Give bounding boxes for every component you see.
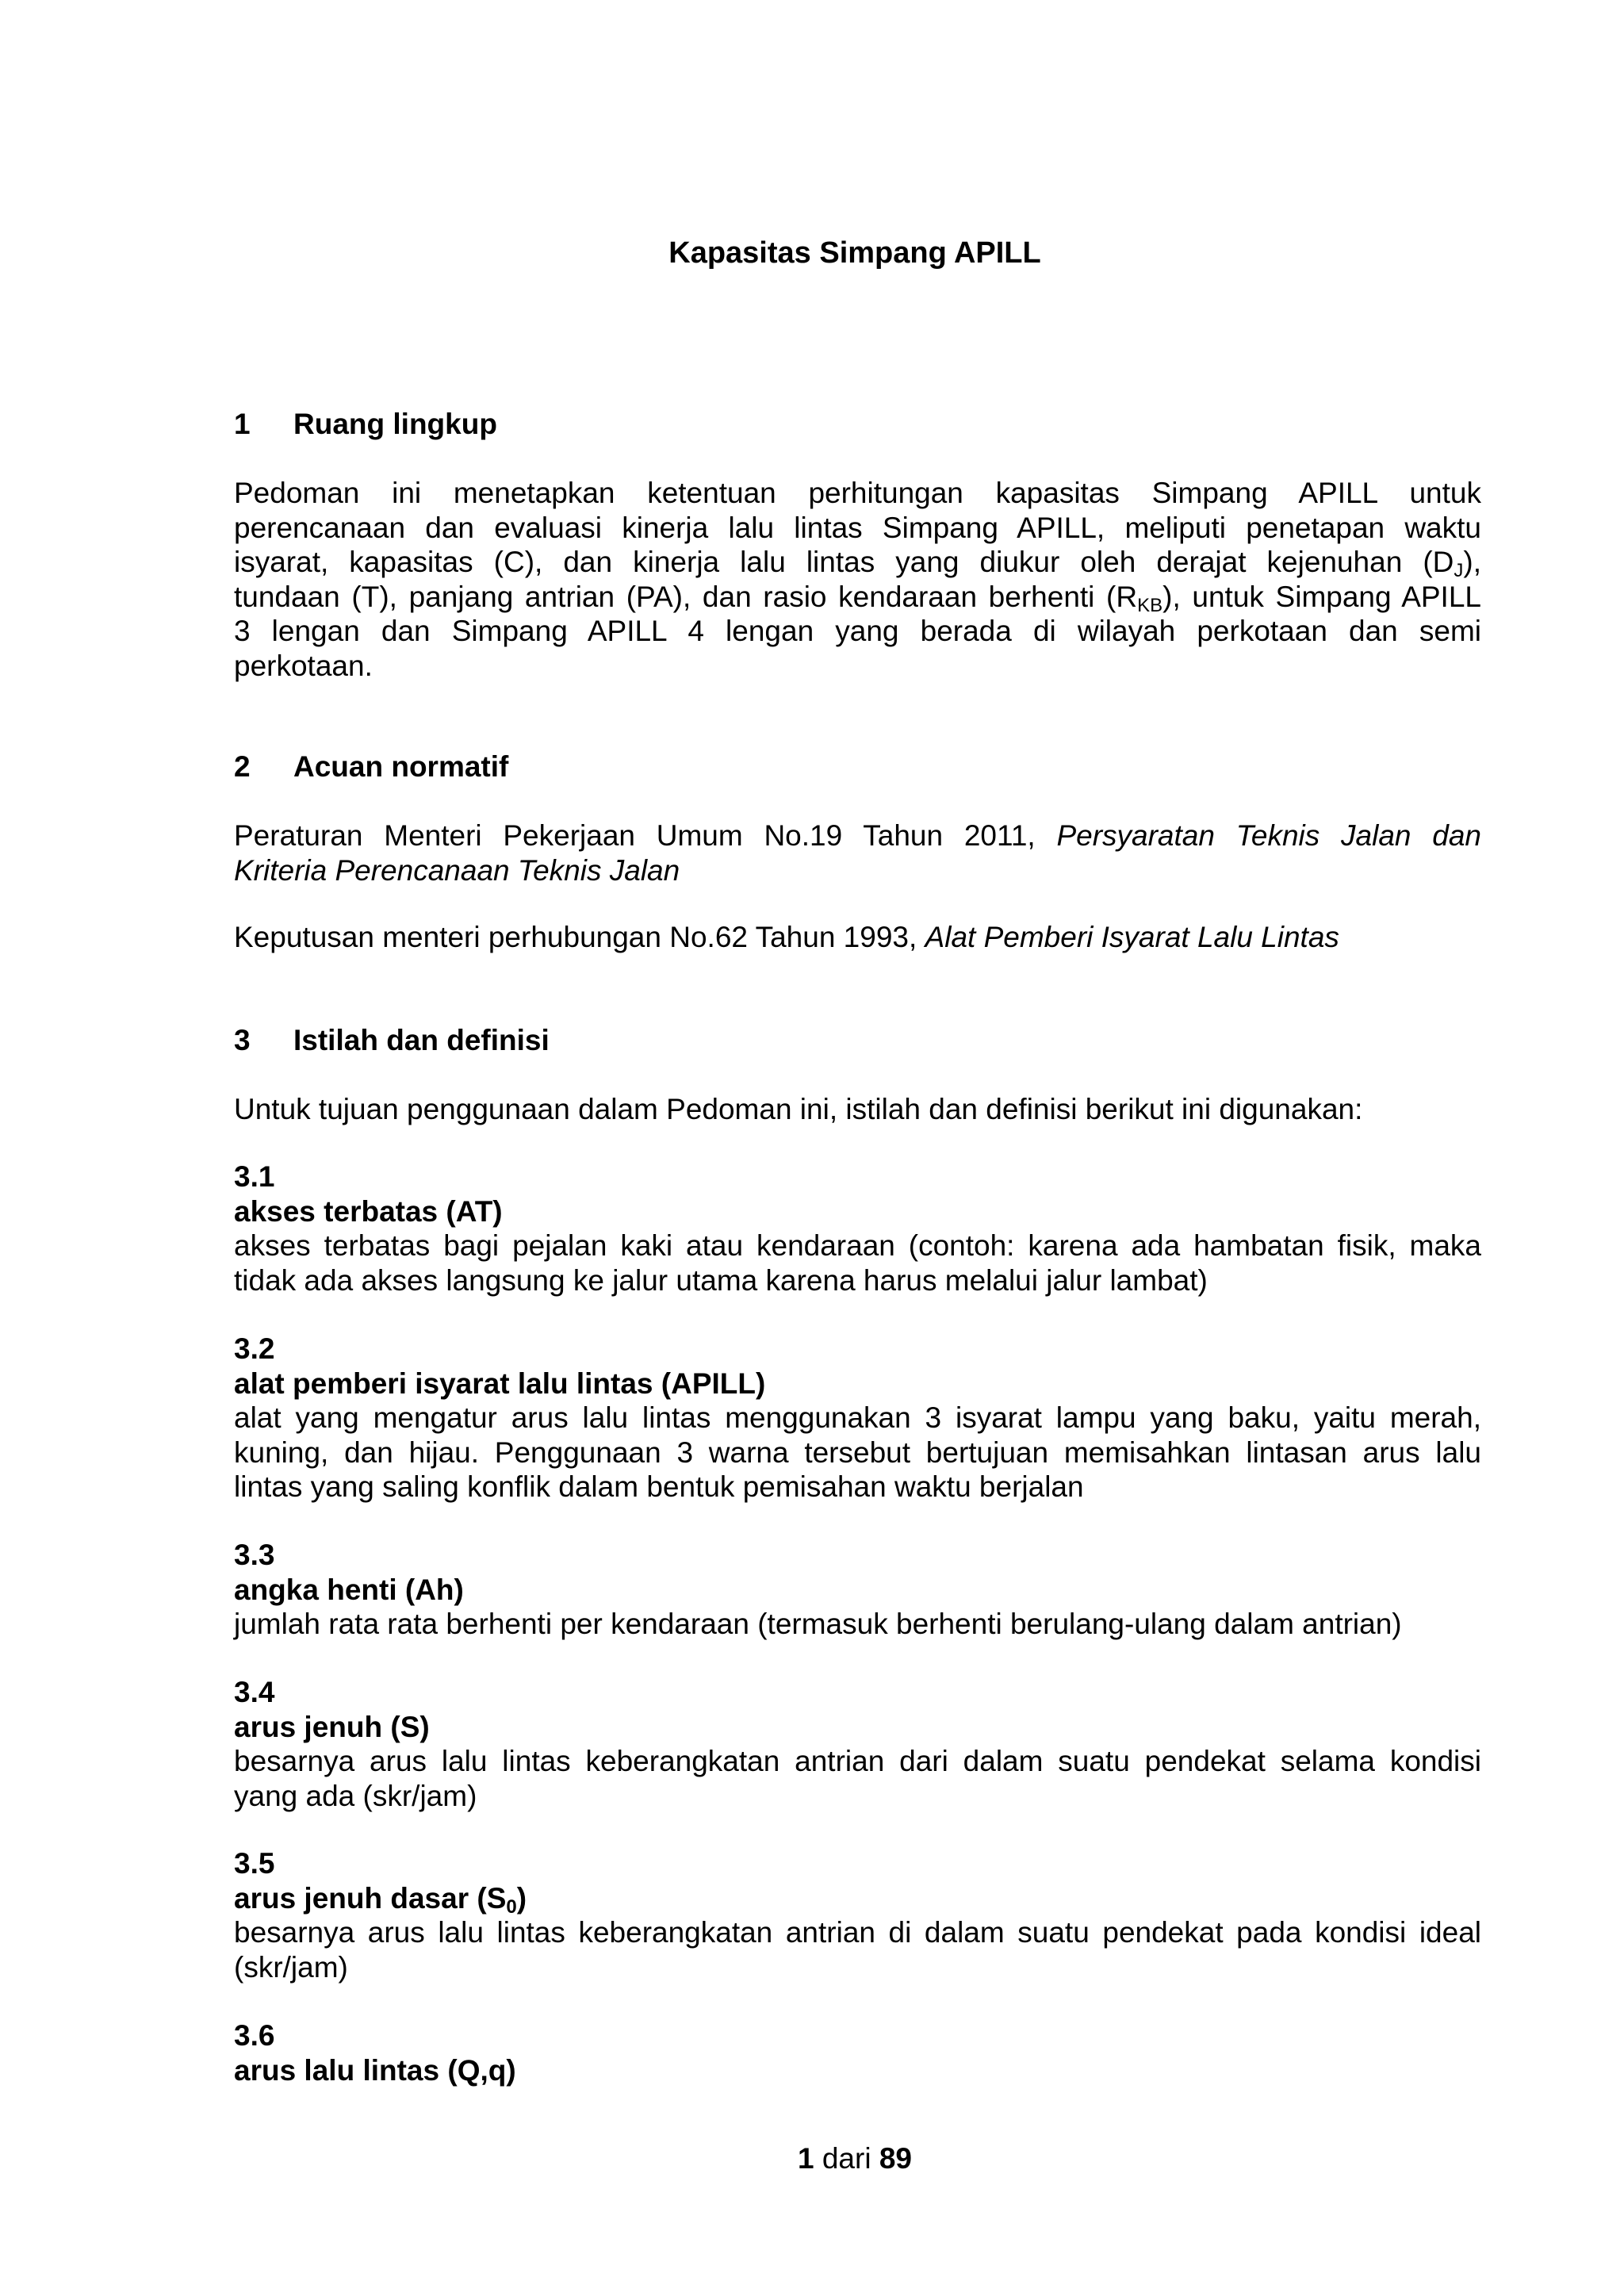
section-number: 3 xyxy=(234,1024,251,1056)
section-3-heading xyxy=(234,1023,550,1058)
subscript: KB xyxy=(1137,594,1163,616)
definition-term: akses terbatas (AT) xyxy=(234,1194,503,1228)
paragraph-line: Peraturan Menteri Pekerjaan Umum No.19 Tahun 2011, Persyaratan Teknis Jalan dan xyxy=(234,819,1481,852)
section-1-paragraph xyxy=(234,476,1481,683)
definition-3-3 xyxy=(234,1538,1481,1642)
section-1-heading xyxy=(234,407,497,442)
definition-text: alat yang mengatur arus lalu lintas menggunakan 3 isyarat lampu yang baku, yaitu merah, kuning, dan hijau. Penggunaan 3 warna tersebut bertujuan memisahkan lintasan arus lalu lintas yang saling konflik dalam bentuk pemisahan waktu berjalan xyxy=(234,1401,1481,1503)
paragraph-line: Keputusan menteri perhubungan No.62 Tahun 1993, Alat Pemberi Isyarat Lalu Lintas xyxy=(234,921,1339,953)
paragraph-line: tundaan (T), panjang antrian (PA), dan rasio kendaraan berhenti $(R_{KB})$, untuk Simpang APILL xyxy=(234,580,1481,616)
section-title: Istilah dan definisi xyxy=(293,1024,550,1056)
definition-3-5 xyxy=(234,1846,1481,1984)
document-title: Kapasitas Simpang APILL xyxy=(668,236,1041,270)
definition-3-2 xyxy=(234,1332,1481,1504)
definition-3-4 xyxy=(234,1675,1481,1813)
section-title: Acuan normatif xyxy=(293,750,509,783)
definition-3-6 xyxy=(234,2018,1481,2087)
definition-3-1 xyxy=(234,1159,1481,1297)
definition-number: 3.3 xyxy=(234,1539,275,1571)
definition-number: 3.6 xyxy=(234,2019,275,2052)
paragraph-line: perencanaan dan evaluasi kinerja lalu lintas Simpang APILL, meliputi penetapan waktu xyxy=(234,511,1481,544)
section-number: 2 xyxy=(234,750,251,783)
paragraph-line: isyarat, kapasitas (C), dan kinerja lalu lintas yang diukur oleh derajat kejenuhan $(D_J)$, xyxy=(234,546,1481,581)
paragraph-line: perkotaan. xyxy=(234,649,373,682)
definition-text: jumlah rata rata berhenti per kendaraan (termasuk berhenti berulang-ulang dalam antrian) xyxy=(234,1608,1402,1640)
page-of-label: dari xyxy=(822,2142,871,2175)
definition-term: angka henti (Ah) xyxy=(234,1573,464,1606)
section-title: Ruang lingkup xyxy=(293,408,497,440)
definition-text: besarnya arus lalu lintas keberangkatan antrian di dalam suatu pendekat pada kondisi ideal (skr/jam) xyxy=(234,1916,1481,1984)
definition-term: arus jenuh dasar $(S_0)$ xyxy=(234,1881,527,1918)
definition-term: alat pemberi isyarat lalu lintas (APILL) xyxy=(234,1366,766,1400)
section-3-intro xyxy=(234,1092,1481,1127)
paragraph-line: Kriteria Perencanaan Teknis Jalan xyxy=(234,853,680,887)
section-2-heading xyxy=(234,749,508,784)
definition-number: 3.2 xyxy=(234,1332,275,1365)
paragraph-line: Untuk tujuan penggunaan dalam Pedoman ini, istilah dan definisi berikut ini digunakan: xyxy=(234,1093,1363,1125)
definition-term: arus jenuh (S) xyxy=(234,1710,430,1743)
definition-number: 3.1 xyxy=(234,1160,275,1193)
definition-number: 3.4 xyxy=(234,1676,275,1708)
page-total: 89 xyxy=(879,2142,912,2175)
definition-text: akses terbatas bagi pejalan kaki atau kendaraan (contoh: karena ada hambatan fisik, maka tidak ada akses langsung ke jalur utama karena harus melalui jalur lambat) xyxy=(234,1229,1481,1297)
paragraph-line: 3 lengan dan Simpang APILL 4 lengan yang berada di wilayah perkotaan dan semi xyxy=(234,615,1481,647)
paragraph-line: Pedoman ini menetapkan ketentuan perhitungan kapasitas Simpang APILL untuk xyxy=(234,477,1481,509)
definition-number: 3.5 xyxy=(234,1847,275,1880)
normative-reference-1 xyxy=(234,818,1481,887)
definition-term: arus lalu lintas (Q,q) xyxy=(234,2053,516,2087)
page-footer xyxy=(0,2141,1624,2176)
section-number: 1 xyxy=(234,408,251,440)
subscript: 0 xyxy=(506,1895,517,1918)
subscript: J xyxy=(1454,560,1464,581)
definition-text: besarnya arus lalu lintas keberangkatan antrian dari dalam suatu pendekat selama kondisi yang ada (skr/jam) xyxy=(234,1745,1481,1812)
normative-reference-2 xyxy=(234,920,1481,955)
page-number: 1 xyxy=(798,2142,814,2175)
